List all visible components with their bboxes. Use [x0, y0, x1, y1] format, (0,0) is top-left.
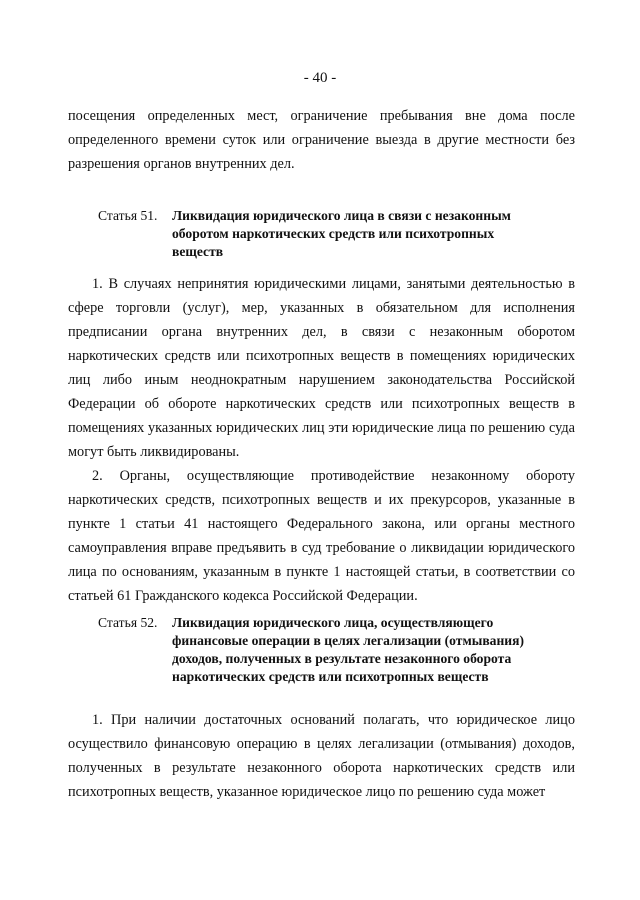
intro-paragraph: посещения определенных мест, ограничение пребывания вне дома после определенного времени суток или ограничение выезда в другие местности без разрешения органов внутренних дел.: [68, 108, 575, 172]
article-51-title: Ликвидация юридического лица в связи с незаконным оборотом наркотических средств или психотропных веществ: [172, 208, 511, 259]
article-51-paragraph-2: 2. Органы, осуществляющие противодействие незаконному обороту наркотических средств, психотропных веществ и их прекурсоров, указанные в пункте 1 статьи 41 настоящего Федерального закона, или органы местного самоуправления вправе предъявить в суд требование о ликвидации юридического лица по основаниям, указанным в пункте 1 настоящей статьи, в соответствии со статьей 61 Гражданского кодекса Российской Федерации.: [68, 468, 575, 604]
article-52-heading: [98, 614, 558, 686]
article-51-label: Статья 51.: [98, 208, 158, 223]
article-51-heading: [98, 207, 558, 261]
article-52-title: Ликвидация юридического лица, осуществляющего финансовые операции в целях легализации (отмывания) доходов, полученных в результате незаконного оборота наркотических средств или психотропных веществ: [172, 615, 525, 684]
article-52-paragraph-1: 1. При наличии достаточных оснований полагать, что юридическое лицо осуществило финансовую операцию в целях легализации (отмывания) доходов, полученных в результате незаконного оборота наркотических средств или психотропных веществ, указанное юридическое лицо по решению суда может: [68, 712, 575, 800]
article-51-paragraph-1: 1. В случаях непринятия юридическими лицами, занятыми деятельностью в сфере торговли (услуг), мер, указанных в обязательном для исполнения предписании органа внутренних дел, в связи с незаконным оборотом наркотических средств или психотропных веществ в помещениях юридических лиц либо иным неоднократным нарушением законодательства Российской Федерации об обороте наркотических средств или психотропных веществ в помещениях указанных юридических лиц эти юридические лица по решению суда могут быть ликвидированы.: [68, 276, 575, 460]
page-number: - 40 -: [303, 70, 337, 86]
article-52-label: Статья 52.: [98, 615, 158, 630]
